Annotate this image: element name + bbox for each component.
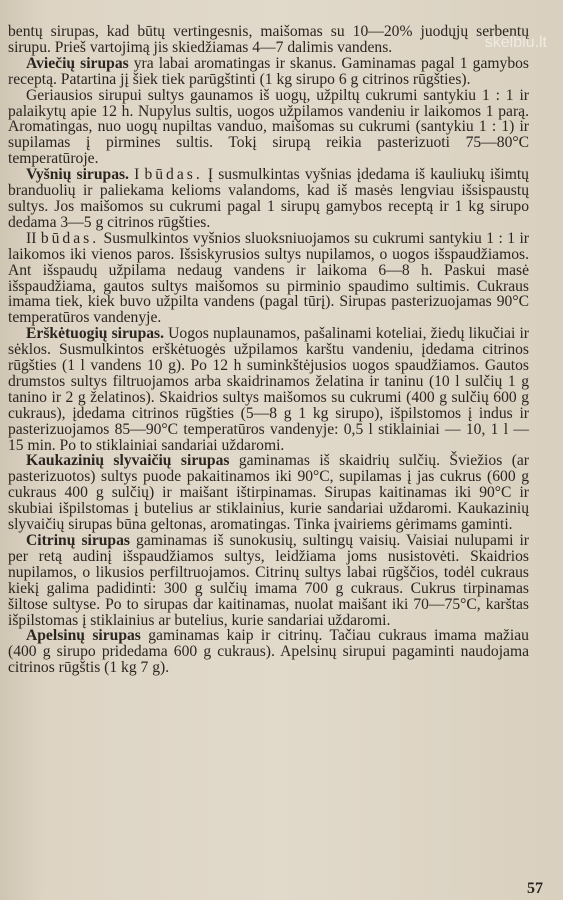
- paragraph: [8, 533, 529, 628]
- paragraph: [8, 167, 529, 231]
- paragraph-text: gaminamas kaip ir citrinų. Tačiau cukraus imama mažiau (400 g sirupo pridedama 600 g cukraus). Apelsinų sirupui pagaminti naudojama citrinos rūgštis (1 kg 7 g).: [8, 627, 529, 677]
- paragraph: [8, 628, 529, 676]
- recipe-heading: Apelsinų sirupas: [26, 627, 141, 645]
- paragraph-text: I: [128, 166, 145, 184]
- paragraph: [8, 326, 529, 453]
- paragraph: [8, 88, 529, 168]
- method-label: būdas.: [40, 229, 100, 247]
- paragraph-text: Uogos nuplaunamos, pašalinami koteliai, žiedų likučiai ir sėklos. Susmulkintos erškėtuogės užpilamos karštu vandeniu, įdedama citrinos rūgšties (1 l vandens 10 g). Po 12 h suminkštėjusios uogos spaudžiamos. Gautos drumstos sultys filtruojamos arba skaidrinamos želatina ir taninu (10 l sulčių 1 g tanino ir 2 g želatinos). Skaidrios sultys maišomos su cukrumi (400 g sulčių 600 g cukraus), įdedama citrinos rūgšties (5—8 g 1 kg sirupo), išpilstomos į indus ir pasterizuojamos 85—90°C temperatūros vandenyje: 0,5 l stiklainiai — 10, 1 l — 15 min. Po to stiklainiai sandariai uždaromi.: [8, 325, 529, 454]
- paragraph-text: yra labai aromatingas ir skanus. Gaminamas pagal 1 gamybos receptą. Patartina jį šiek tiek parūgštinti (1 kg sirupo 6 g citrinos rūgšties).: [8, 54, 529, 88]
- paragraph-text: Susmulkintos vyšnios sluoksniuojamos su cukrumi santykiu 1 : 1 ir laikomos iki vienos paros. Išsiskyrusios sultys nupilamos, o uogos išspaudžiamos. Ant išspaudų užpilama nedaug vandens ir laikoma 6—8 h. Paskui masė išspaudžiama, gautos sultys maišomos su pirminio spaudimo sultimis. Cukraus imama tiek, kiek buvo užpilta vandens (pagal tūrį). Sirupas pasterizuojamas 90°C temperatūros vandenyje.: [8, 229, 529, 327]
- paragraph-text: gaminamas iš skaidrių sulčių. Šviežios (ar pasterizuotos) sultys puode pakaitinamos iki 90°C, supilamas į jas cukrus (600 g cukraus 400 g sulčių) ir maišant ištirpinamas. Sirupas kaitinamas iki 90°C ir skubiai išpilstomas į butelius ar stiklainius, kurie sandariai uždaromi. Kaukazinių slyvaičių sirupas būna geltonas, aromatingas. Tinka įvairiems gėrimams gaminti.: [8, 452, 529, 534]
- paragraph-text: II: [26, 229, 41, 247]
- recipe-heading: Citrinų sirupas: [26, 532, 130, 549]
- method-label: būdas.: [144, 166, 203, 184]
- paragraph-text: gaminamas iš sunokusių, sultingų vaisių. Vaisiai nulupami ir per retą audinį išspaudžiamos sultys, leidžiama joms nusistovėti. Skaidrios nupilamos, o likusios perfiltruojamos. Citrinų sultys labai rūgščios, todėl cukraus kiekį galima padidinti: 300 g sulčių imama 700 g cukraus. Cukrus tirpinamas šiltose sultyse. Po to sirupas dar kaitinamas, nuolat maišant iki 70—75°C, karštas išpilstomas į stiklainius ar butelius, kurie sandariai uždaromi.: [8, 532, 529, 629]
- recipe-heading: Vyšnių sirupas.: [26, 166, 129, 184]
- watermark: skelbiu.lt: [484, 34, 547, 51]
- recipe-heading: Kaukazinių slyvaičių sirupas: [26, 452, 230, 470]
- page-number: 57: [527, 880, 543, 897]
- paragraph-text: bentų sirupas, kad būtų vertingesnis, maišomas su 10—20% juodųjų serbentų sirupu. Prieš vartojimą jis skiedžiamas 4—7 dalimis vandens.: [8, 23, 529, 56]
- recipe-heading: Erškėtuogių sirupas.: [26, 325, 165, 343]
- paragraph-text: Geriausios sirupui sultys gaunamos iš uogų, užpiltų cukrumi santykiu 1 : 1 ir palaikytų apie 12 h. Nupylus sultis, uogos užpilamos vandeniu ir laikomos 1 parą. Aromatingas, nuo uogų nupiltas vanduo, maišomas su cukrumi (santykiu 1 : 1) ir supilamas į pirmines sultis. Tokį sirupą reikia pasterizuoti 75—80°C temperatūroje.: [8, 86, 529, 168]
- recipe-heading: Aviečių sirupas: [26, 54, 129, 72]
- paragraph: [8, 231, 529, 326]
- paragraph-text: Į susmulkintas vyšnias įdedama iš kauliukų išimtų branduolių ir paliekama kelioms valandoms, kad iš masės lengviau išsispaustų sultys. Jos maišomos su cukrumi pagal 1 sirupų gamybos receptą ir 1 kg sirupo dedama 3—5 g citrinos rūgšties.: [8, 166, 529, 231]
- paragraph: [8, 453, 529, 533]
- page-text-body: [8, 24, 529, 676]
- paragraph: [8, 56, 529, 88]
- paragraph: [8, 24, 529, 56]
